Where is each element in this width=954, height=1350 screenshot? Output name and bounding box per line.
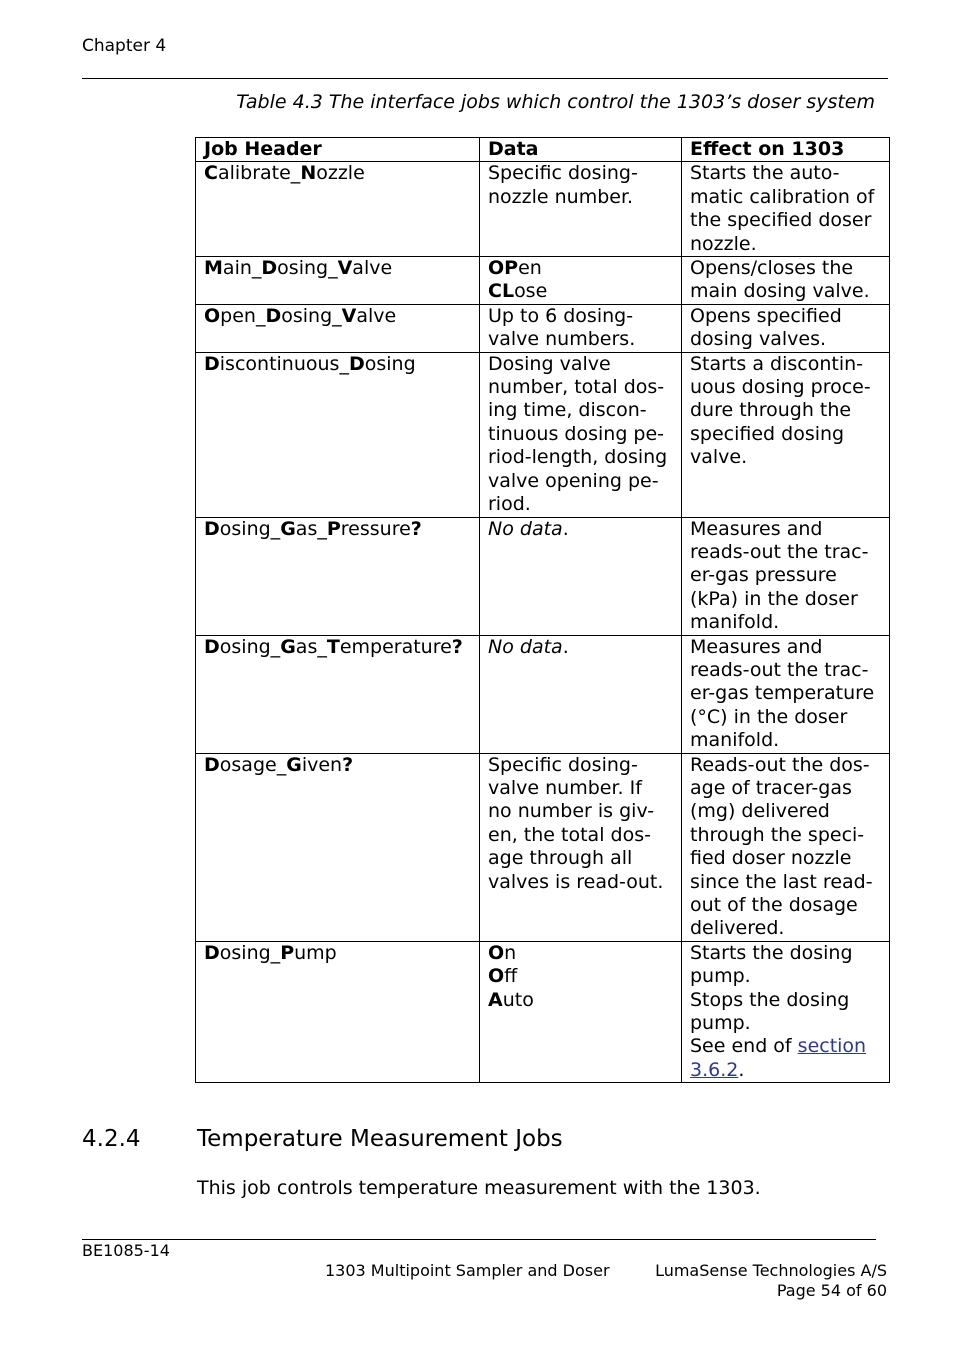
data-cell [480,517,682,635]
bold-abbrev: OP [488,257,519,280]
data-line [488,399,680,422]
column-header-job: Job Header [196,138,480,162]
effect-line: er-gas temperature [690,682,875,705]
effect-line: nozzle. [690,232,757,255]
data-line [488,257,680,280]
effect-line: uous dosing proce- [690,376,871,399]
effect-cell [682,257,890,305]
text-run: riod-length, dosing [488,446,668,469]
effect-line: (kPa) in the doser [690,587,858,610]
bold-abbrev: C [204,162,218,185]
bold-abbrev: N [300,162,317,185]
text-run: ose [514,280,548,303]
text-run: ing time, discon- [488,399,647,422]
effect-line: dure through the [690,399,852,422]
bold-abbrev: ? [410,517,422,540]
effect-cell [682,162,890,257]
effect-line: pump. [690,1012,751,1035]
bold-abbrev: P [326,517,341,540]
effect-line: (°C) in the doser [690,705,848,728]
bold-abbrev: D [261,257,278,280]
text-run: en, the total dos- [488,823,651,846]
header-rule [82,78,888,79]
bold-abbrev: G [286,753,302,776]
bold-abbrev: D [204,352,220,375]
document-id: BE1085-14 [82,1241,170,1260]
data-line [488,280,680,303]
text-run: Specific dosing- [488,162,638,185]
effect-line: manifold. [690,611,780,634]
bold-abbrev: D [265,304,282,327]
data-line [488,493,680,516]
table-row [196,304,890,352]
text-run: n [504,941,517,964]
data-line [488,871,680,894]
effect-line: delivered. [690,917,785,940]
data-cell [480,257,682,305]
table-header-row [196,138,890,162]
no-data-text: No data [488,635,563,658]
job-header-cell [196,257,480,305]
bold-abbrev: O [488,941,505,964]
effect-line: valve. [690,446,748,469]
footer-rule [82,1239,876,1240]
chapter-label: Chapter 4 [82,36,167,56]
section-title: Temperature Measurement Jobs [197,1126,563,1152]
text-run: ff [504,965,518,988]
job-header-cell [196,635,480,753]
section-number: 4.2.4 [82,1126,141,1152]
text-run: osing_ [219,517,281,540]
effect-line: manifold. [690,729,780,752]
text-run: riod. [488,493,531,516]
table-row [196,352,890,517]
effect-cell [682,352,890,517]
text-run: number, total dos- [488,376,665,399]
effect-line: er-gas pressure [690,564,837,587]
text-run: Dosing valve [488,352,611,375]
text-run: alve [352,257,393,280]
effect-line: pump. [690,965,751,988]
effect-line: fied doser nozzle [690,847,852,870]
table-row [196,517,890,635]
text-run: ain_ [222,257,262,280]
data-cell [480,304,682,352]
data-line [488,777,680,800]
effect-line: matic calibration of [690,185,875,208]
text-run: valve opening pe- [488,469,659,492]
effect-cell [682,635,890,753]
text-run: en [518,257,542,280]
text-run: osing [364,352,416,375]
bold-abbrev: V [341,304,357,327]
doser-jobs-table [195,137,890,1083]
effect-line: Reads-out the dos- [690,753,870,776]
data-cell [480,941,682,1082]
job-header-cell [196,352,480,517]
bold-abbrev: M [204,257,223,280]
footer-company: LumaSense Technologies A/S [655,1261,887,1280]
footer-product: 1303 Multipoint Sampler and Doser [325,1261,610,1280]
table-caption: Table 4.3 The interface jobs which control the 1303’s doser system [236,91,875,113]
data-line [488,376,680,399]
text-run: osing_ [219,941,281,964]
effect-line: reads-out the trac- [690,658,869,681]
table-row [196,753,890,941]
section-link-number[interactable]: 3.6.2 [690,1058,739,1081]
bold-abbrev: D [204,753,220,776]
data-line [488,423,680,446]
table-body [196,162,890,1083]
table-row [196,257,890,305]
data-line [488,328,680,351]
data-line [488,446,680,469]
text-run: osing_ [219,635,281,658]
effect-line: reads-out the trac- [690,540,869,563]
bold-abbrev: P [280,941,295,964]
job-header-cell [196,753,480,941]
effect-line: main dosing valve. [690,280,870,303]
text-run: valves is read-out. [488,870,664,893]
effect-line: Measures and [690,517,823,540]
data-line [488,754,680,777]
table-row [196,162,890,257]
text-run: emperature [339,635,452,658]
text-run: no number is giv- [488,800,655,823]
text-run: ump [294,941,337,964]
text-run: alibrate_ [217,162,301,185]
data-line [488,186,680,209]
text-run: as_ [295,635,327,658]
table-row [196,635,890,753]
text-run: ressure [340,517,411,540]
column-header-data: Data [480,138,682,162]
effect-line: Measures and [690,635,823,658]
section-link[interactable]: section [797,1035,867,1058]
data-cell [480,753,682,941]
data-line [488,989,680,1012]
page-number: Page 54 of 60 [776,1281,887,1300]
effect-line [690,1035,888,1058]
no-data-period: . [562,635,569,658]
data-line [488,847,680,870]
data-cell [480,162,682,257]
bold-abbrev: ? [451,635,463,658]
data-line [488,470,680,493]
text-run: ozzle [316,162,365,185]
bold-abbrev: V [337,257,353,280]
effect-line: dosing valves. [690,328,827,351]
effect-cell [682,753,890,941]
text-run: osage_ [219,753,287,776]
table-row [196,941,890,1082]
job-header-cell [196,162,480,257]
text-run: Specific dosing- [488,753,638,776]
no-data-text: No data [488,517,563,540]
see-end-text: See end of [690,1035,798,1058]
text-run: iven [301,753,343,776]
text-run: as_ [295,517,327,540]
bold-abbrev: G [280,517,296,540]
data-line [488,824,680,847]
text-run: uto [502,988,534,1011]
effect-line: Starts the auto- [690,162,840,185]
bold-abbrev: D [204,517,220,540]
effect-cell [682,941,890,1082]
text-run: valve number. If [488,776,642,799]
text-run: alve [356,304,397,327]
bold-abbrev: O [488,965,505,988]
bold-abbrev: T [326,635,340,658]
text-run: valve numbers. [488,328,636,351]
effect-line: age of tracer-gas [690,776,852,799]
effect-cell [682,517,890,635]
effect-cell [682,304,890,352]
bold-abbrev: D [348,352,365,375]
data-line [488,353,680,376]
no-data-period: . [562,517,569,540]
text-run: osing_ [281,304,342,327]
data-line [488,965,680,988]
text-run: iscontinuous_ [219,352,349,375]
section-body: This job controls temperature measurement with the 1303. [197,1177,761,1199]
effect-line: the specified doser [690,209,872,232]
effect-line: Stops the dosing [690,988,850,1011]
effect-line: specified dosing [690,422,845,445]
bold-abbrev: G [280,635,296,658]
data-line [488,800,680,823]
job-header-cell [196,941,480,1082]
text-run: Up to 6 dosing- [488,304,634,327]
effect-line: out of the dosage [690,894,858,916]
bold-abbrev: O [204,304,221,327]
effect-line: Starts a discontin- [690,352,864,375]
effect-line: Opens specified [690,304,842,327]
text-run: pen_ [220,304,266,327]
effect-line: Starts the dosing [690,941,853,964]
text-run: tinuous dosing pe- [488,422,665,445]
data-cell [480,352,682,517]
data-line [488,942,680,965]
text-run: age through all [488,847,633,870]
text-run: nozzle number. [488,185,634,208]
bold-abbrev: A [488,988,503,1011]
data-line [488,305,680,328]
bold-abbrev: D [204,941,220,964]
bold-abbrev: ? [342,753,354,776]
effect-line: since the last read- [690,870,873,893]
bold-abbrev: D [204,635,220,658]
job-header-cell [196,517,480,635]
effect-line: through the speci- [690,823,865,846]
job-header-cell [196,304,480,352]
link-period: . [738,1058,745,1081]
effect-line: Opens/closes the [690,257,854,280]
column-header-effect: Effect on 1303 [682,138,890,162]
data-line [488,162,680,185]
data-cell [480,635,682,753]
effect-line [690,1059,888,1082]
effect-line: (mg) delivered [690,800,830,823]
text-run: osing_ [277,257,338,280]
bold-abbrev: CL [488,280,515,303]
